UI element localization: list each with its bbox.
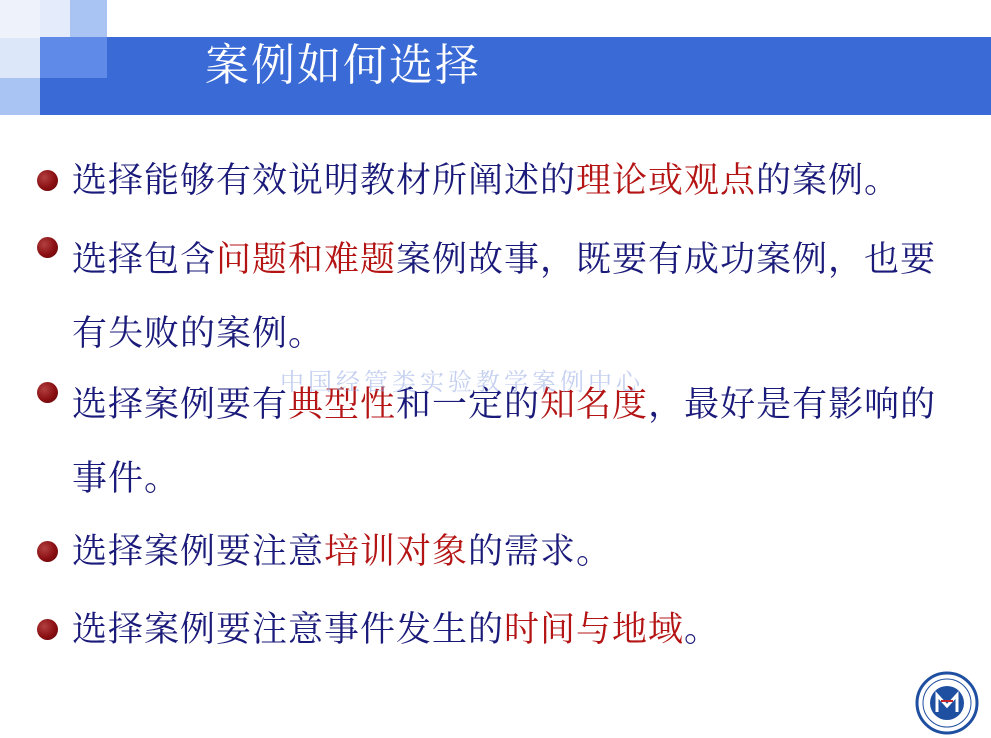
bullet-dot: [37, 619, 58, 640]
bullet-segment: 和一定的: [396, 385, 541, 425]
bullet-dot: [37, 382, 58, 403]
bullet-dot: [37, 170, 58, 191]
corner-square-2: [40, 0, 70, 38]
bullet-highlight: 时间与地域: [504, 610, 685, 650]
bullet-segment: 选择案例要注意: [72, 532, 325, 572]
title-bar-accent: [40, 37, 107, 78]
bullet-text-5: [72, 605, 962, 655]
corner-square-1: [0, 0, 40, 38]
bullet-text-1: [72, 156, 962, 206]
bullet-segment: 选择案例要有: [72, 385, 289, 425]
bullet-segment: 选择案例要注意事件发生的: [72, 610, 505, 650]
bullet-item-1: [37, 156, 962, 206]
bullet-highlight: 典型性: [288, 385, 397, 425]
bullet-segment: 案例故事，既要有成功案例，也要有失败的案例。: [72, 240, 937, 354]
bullet-highlight: 培训对象: [324, 532, 469, 572]
bullet-item-4: [37, 527, 962, 577]
watermark-text: 中国经管类实验教学案例中心: [280, 368, 644, 396]
bullet-segment: 的案例。: [756, 161, 901, 201]
bullet-segment: 的需求。: [468, 532, 613, 572]
bullet-segment: 选择能够有效说明教材所阐述的: [72, 161, 577, 201]
bullet-highlight: 问题和难题: [216, 240, 397, 280]
bullet-segment: ，最好是有影响的事件。: [72, 385, 937, 499]
bullet-item-2: [37, 223, 962, 371]
bullet-segment: 选择包含: [72, 240, 217, 280]
bullet-text-2: [72, 223, 962, 371]
bullet-highlight: 理论或观点: [576, 161, 757, 201]
title-bar: [40, 37, 991, 115]
school-logo-icon: [913, 671, 981, 735]
corner-square-3: [70, 0, 107, 38]
corner-square-4: [0, 38, 40, 78]
bullet-segment: 。: [684, 610, 721, 650]
bullet-highlight: 知名度: [540, 385, 649, 425]
slide-title: 案例如何选择: [205, 40, 481, 91]
bullet-dot: [37, 541, 58, 562]
bullet-dot: [37, 237, 58, 258]
bullet-item-5: [37, 605, 962, 655]
bullet-text-4: [72, 527, 962, 577]
corner-square-5: [0, 78, 40, 115]
